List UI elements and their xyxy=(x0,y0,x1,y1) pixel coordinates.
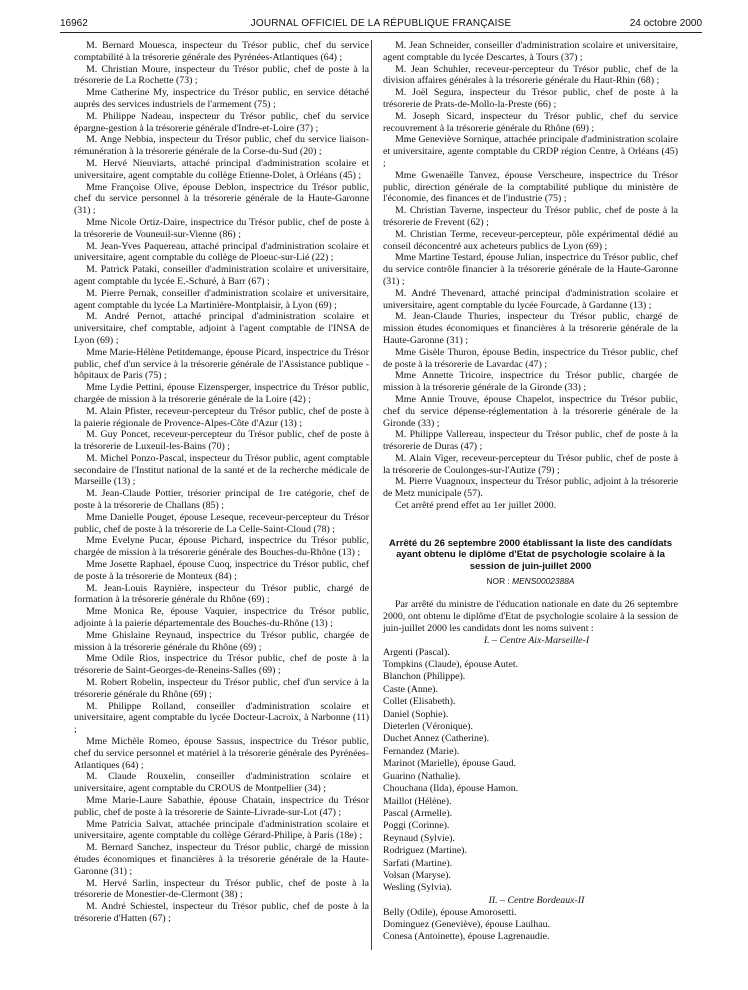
candidate-name: Sarfati (Martine). xyxy=(383,857,453,869)
candidate-name: Conesa (Antoinette), épouse Lagrenaudie. xyxy=(383,931,550,943)
appointment-entry: M. Pierre Vuagnoux, inspecteur du Trésor public, adjoint à la trésorerie de Metz municipale (57). xyxy=(383,476,678,500)
candidate-name: Guarino (Nathalie). xyxy=(383,770,461,782)
candidate-name: Dieterlen (Véronique). xyxy=(383,721,473,733)
candidate-name: Dominguez (Geneviève), épouse Laulhau. xyxy=(383,918,550,930)
appointment-entry: M. Jean Schneider, conseiller d'administration scolaire et universitaire, agent comptable du lycée Descartes, à Tours (37) ; xyxy=(383,40,678,63)
candidate-name: Blanchon (Philippe). xyxy=(383,671,466,683)
appointment-entry: Mme Danielle Pouget, épouse Leseque, receveur-percepteur du Trésor public, chef de poste à la trésorerie de La Celle-Saint-Cloud (78) ; xyxy=(74,511,369,535)
decree-intro: Par arrêté du ministre de l'éducation nationale en date du 26 septembre 2000, ont obtenu le diplôme d'Etat de psychologie scolaire à la session de juin-juillet 2000 les candidats dont les noms suivent : xyxy=(383,599,678,635)
appointment-entry: Cet arrêté prend effet au 1er juillet 2000. xyxy=(395,500,557,512)
candidate-name: Fernandez (Marie). xyxy=(383,745,460,757)
appointment-entry: Mme Michèle Romeo, épouse Sassus, inspectrice du Trésor public, chef du service personnel et matériel à la trésorerie générale des Pyrénées-Atlantiques (64) ; xyxy=(74,736,369,771)
appointment-entry: Mme Odile Rios, inspectrice du Trésor public, chef de poste à la trésorerie de Saint-Georges-de-Reneins-Salles (69) ; xyxy=(74,653,369,677)
decree-title: Arrêté du 26 septembre 2000 établissant la liste des candidats ayant obtenu le diplôme d'Etat de psychologie scolaire à la session de juin-juillet 2000 xyxy=(388,537,673,573)
section-title-text: I. – Centre Aix-Marseille-I xyxy=(483,634,590,646)
candidate-name: Pascal (Armelle). xyxy=(383,807,453,819)
appointment-entry: M. Patrick Pataki, conseiller d'administration scolaire et universitaire, agent comptable du lycée E.-Schuré, à Barr (67) ; xyxy=(74,264,369,287)
appointment-entry: M. Michel Ponzo-Pascal, inspecteur du Trésor public, agent comptable secondaire de l'Institut national de la santé et de la recherche médicale de Marseille (13) ; xyxy=(74,452,369,488)
candidate-name: Tompkins (Claude), épouse Autet. xyxy=(383,659,519,671)
appointment-entry: Mme Monica Re, épouse Vaquier, inspectrice du Trésor public, adjointe à la paierie départementale des Bouches-du-Rhône (13) ; xyxy=(74,606,369,630)
right-column-appointments xyxy=(383,40,678,512)
appointment-entry: M. Hervé Sarlin, inspecteur du Trésor public, chef de poste à la trésorerie de Monestier-de-Clermont (38) ; xyxy=(74,877,369,901)
appointment-entry: M. Philippe Nadeau, inspecteur du Trésor public, chef du service épargne-gestion à la trésorerie générale d'Indre-et-Loire (37) ; xyxy=(74,110,369,134)
candidate-name: Volsan (Maryse). xyxy=(383,869,451,881)
appointment-entry: M. Philippe Vallereau, inspecteur du Trésor public, chef de poste à la trésorerie de Duras (47) ; xyxy=(383,429,678,453)
nor-label: NOR : xyxy=(486,575,510,586)
candidate-name: Reynaud (Sylvie). xyxy=(383,832,455,844)
appointment-entry: M. Philippe Rolland, conseiller d'administration scolaire et universitaire, agent comptable du lycée Docteur-Lacroix, à Narbonne (11) ; xyxy=(74,700,369,736)
candidate-name: Daniel (Sophie). xyxy=(383,708,449,720)
appointment-entry: Mme Nicole Ortiz-Daire, inspectrice du Trésor public, chef de poste à la trésorerie de Vouneuil-sur-Vienne (86) ; xyxy=(74,216,369,240)
section-title-aix-marseille xyxy=(383,635,678,647)
appointment-entry: Mme Patricia Salvat, attachée principale d'administration scolaire et universitaire, agente comptable du collège Gérard-Philipe, à Paris (18e) ; xyxy=(74,818,369,842)
appointment-entry: Mme Martine Testard, épouse Julian, inspectrice du Trésor public, chef du service contrôle financier à la trésorerie générale de la Haute-Garonne (31) ; xyxy=(383,252,678,287)
appointment-entry: Mme Ghislaine Reynaud, inspectrice du Trésor public, chargée de mission à la trésorerie générale du Rhône (69) ; xyxy=(74,629,369,653)
appointment-entry: Mme Gisèle Thuron, épouse Bedin, inspectrice du Trésor public, chef de poste à la trésorerie de Lavardac (47) ; xyxy=(383,346,678,370)
appointment-entry: M. Robert Robelin, inspecteur du Trésor public, chef d'un service à la trésorerie générale du Rhône (69) ; xyxy=(74,677,369,700)
section-title-bordeaux xyxy=(383,895,678,907)
appointment-entry: M. Christian Terme, receveur-percepteur, pôle expérimental dédié au conseil déconcentré aux acheteurs publics de Lyon (69) ; xyxy=(383,228,678,252)
appointment-entry: M. Joël Segura, inspecteur du Trésor public, chef de poste à la trésorerie de Prats-de-Mollo-la-Preste (66) ; xyxy=(383,87,678,110)
appointment-entry: Mme Françoise Olive, épouse Deblon, inspectrice du Trésor public, chef du service personnel à la trésorerie générale de la Haute-Garonne (31) ; xyxy=(74,181,369,217)
journal-title: JOURNAL OFFICIEL DE LA RÉPUBLIQUE FRANÇAISE xyxy=(250,18,512,29)
appointment-entry: M. Pierre Pernak, conseiller d'administration scolaire et universitaire, agent comptable du lycée La Martinière-Montplaisir, à Lyon (69) ; xyxy=(74,287,369,311)
candidate-list-bordeaux xyxy=(383,907,678,944)
appointment-entry: M. Guy Poncet, receveur-percepteur du Trésor public, chef de poste à la trésorerie de Luxeuil-les-Bains (70) ; xyxy=(74,429,369,453)
candidate-name: Rodriguez (Martine). xyxy=(383,845,467,857)
appointment-entry: M. Jean-Claude Thuries, inspecteur du Trésor public, chargé de mission études économiques et financières à la trésorerie générale de la Haute-Garonne (31) ; xyxy=(383,311,678,346)
column-divider xyxy=(371,40,372,950)
appointment-entry: M. André Thevenard, attaché principal d'administration scolaire et universitaire, agent comptable du lycée Fourcade, à Gardanne (13) ; xyxy=(383,287,678,311)
appointment-entry: Mme Josette Raphael, épouse Cuoq, inspectrice du Trésor public, chef de poste à la trésorerie de Monteux (84) ; xyxy=(74,559,369,582)
candidate-name: Argenti (Pascal). xyxy=(383,646,450,658)
appointment-entry: Mme Marie-Laure Sabathie, épouse Chatain, inspectrice du Trésor public, chef de poste à la trésorerie de Sainte-Livrade-sur-Lot (47) ; xyxy=(74,795,369,818)
candidate-name: Poggi (Corinne). xyxy=(383,820,450,832)
right-column xyxy=(383,40,678,944)
page-number: 16962 xyxy=(60,18,88,29)
candidate-name: Collet (Elisabeth). xyxy=(383,696,456,708)
appointment-entry: Mme Catherine My, inspectrice du Trésor public, en service détaché auprès des services industriels de l'armement (75) ; xyxy=(74,87,369,110)
appointment-entry: Mme Geneviève Sornique, attachée principale d'administration scolaire et universitaire, agente comptable du CRDP région Centre, à Orléans (45) ; xyxy=(383,134,678,169)
nor-reference xyxy=(383,576,678,588)
candidate-name: Caste (Anne). xyxy=(383,683,438,695)
candidate-name: Belly (Odile), épouse Amorosetti. xyxy=(383,906,517,918)
candidate-name: Duchet Annez (Catherine). xyxy=(383,733,490,745)
appointment-entry: Mme Marie-Hélène Petitdemange, épouse Picard, inspectrice du Trésor public, chef d'un service à la trésorerie générale de l'Assistance publique - hôpitaux de Paris (75) ; xyxy=(74,346,369,382)
page-header xyxy=(60,10,702,33)
appointment-entry: M. Jean-Claude Pottier, trésorier principal de 1re catégorie, chef de poste à la trésorerie de Challans (85) ; xyxy=(74,488,369,512)
appointment-entry: Mme Gwenaëlle Tanvez, épouse Verscheure, inspectrice du Trésor public, direction générale de la comptabilité publique du ministère de l'économie, des finances et de l'industrie (75) ; xyxy=(383,169,678,205)
issue-date: 24 octobre 2000 xyxy=(629,18,702,29)
appointment-entry: Mme Annette Tricoire, inspectrice du Trésor public, chargée de mission à la trésorerie générale de la Gironde (33) ; xyxy=(383,370,678,394)
appointment-entry: M. Alain Viger, receveur-percepteur du Trésor public, chef de poste à la trésorerie de Coulonges-sur-l'Autize (79) ; xyxy=(383,452,678,476)
appointment-entry: M. Christian Moure, inspecteur du Trésor public, chef de poste à la trésorerie de La Rochette (73) ; xyxy=(74,63,369,87)
appointment-entry: M. Bernard Mouesca, inspecteur du Trésor public, chef du service comptabilité à la trésorerie générale des Pyrénées-Atlantiques (64) ; xyxy=(74,40,369,63)
appointment-entry: M. Joseph Sicard, inspecteur du Trésor public, chef du service recouvrement à la trésorerie générale du Rhône (69) ; xyxy=(383,110,678,134)
appointment-entry: M. Jean Schuhler, receveur-percepteur du Trésor public, chef de la division affaires générales à la trésorerie générale du Haut-Rhin (68) ; xyxy=(383,63,678,87)
left-column xyxy=(74,40,369,925)
appointment-entry: M. Bernard Sanchez, inspecteur du Trésor public, chargé de mission études économiques et financières à la trésorerie générale de la Haute-Garonne (31) ; xyxy=(74,842,369,877)
appointment-entry: M. Jean-Louis Raynière, inspecteur du Trésor public, chargé de formation à la trésorerie générale du Rhône (69) ; xyxy=(74,582,369,606)
candidate-name: Maillot (Hélène). xyxy=(383,795,452,807)
appointment-entry: M. André Pernot, attaché principal d'administration scolaire et universitaire, chef comptable, adjoint à l'agent comptable de l'INSA de Lyon (69) ; xyxy=(74,311,369,346)
candidate-name: Marinot (Marielle), épouse Gaud. xyxy=(383,758,516,770)
appointment-entry: Mme Annie Trouve, épouse Chapelot, inspectrice du Trésor public, chef du service dépense-réglementation à la trésorerie générale de la Gironde (33) ; xyxy=(383,393,678,429)
appointment-entry: M. André Schiestel, inspecteur du Trésor public, chef de poste à la trésorerie d'Hatten (67) ; xyxy=(74,901,369,924)
appointment-entry: M. Christian Taverne, inspecteur du Trésor public, chef de poste à la trésorerie de Frevent (62) ; xyxy=(383,205,678,228)
appointment-entry: Mme Evelyne Pucar, épouse Pichard, inspectrice du Trésor public, chargée de mission à la trésorerie générale des Bouches-du-Rhône (13) ; xyxy=(74,535,369,559)
candidate-list-aix-marseille xyxy=(383,647,678,895)
candidate-name: Wesling (Sylvia). xyxy=(383,882,452,894)
appointment-entry: M. Alain Pfister, receveur-percepteur du Trésor public, chef de poste à la paierie régionale de Provence-Alpes-Côte d'Azur (13) ; xyxy=(74,405,369,429)
nor-code: MENS0002388A xyxy=(512,575,575,586)
appointment-entry: M. Claude Rouxelin, conseiller d'administration scolaire et universitaire, agent comptable du CROUS de Montpellier (34) ; xyxy=(74,771,369,795)
appointment-entry: Mme Lydie Pettini, épouse Eizensperger, inspectrice du Trésor public, chargée de mission à la trésorerie générale de la Loire (42) ; xyxy=(74,382,369,405)
appointment-entry: M. Hervé Nieuviarts, attaché principal d'administration scolaire et universitaire, agent comptable du collège Etienne-Dolet, à Orléans (45) ; xyxy=(74,157,369,181)
appointment-entry: M. Ange Nebbia, inspecteur du Trésor public, chef du service liaison-rémunération à la trésorerie générale de la Corse-du-Sud (20) ; xyxy=(74,134,369,158)
candidate-name: Chouchana (Ilda), épouse Hamon. xyxy=(383,783,519,795)
appointment-entry: M. Jean-Yves Paquereau, attaché principal d'administration scolaire et universitaire, agent comptable du collège de Ploeuc-sur-Lié (22) ; xyxy=(74,240,369,264)
section-title-text: II. – Centre Bordeaux-II xyxy=(488,894,585,906)
